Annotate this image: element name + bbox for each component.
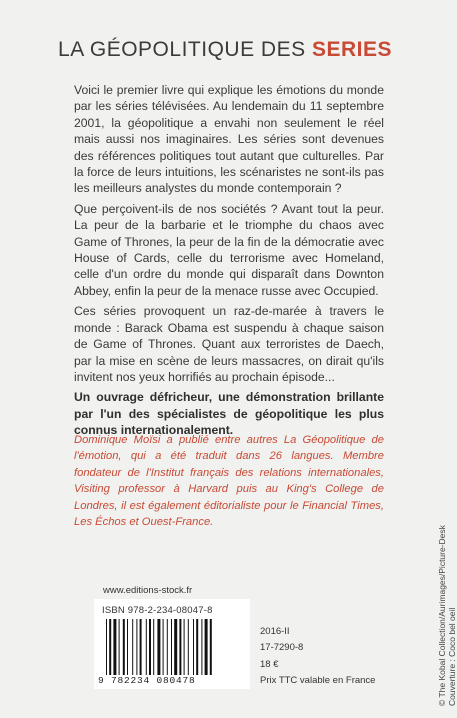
price-note: Prix TTC valable en France: [260, 675, 376, 687]
blurb-paragraph-2: Que perçoivent-ils de nos sociétés ? Avant tout la peur. La peur de la barbarie et le triomphe du chaos avec Game of Thrones, la peur de la fin de la démocratie avec House of Cards, celle du terrorisme avec Homeland, celle d'un ordre du monde qui disparaît dans Downton Abbey, enfin la peur de la menace russe avec Occupied.: [74, 201, 384, 298]
book-title: [0, 38, 450, 62]
catalog-code: 17-7290-8: [260, 642, 304, 654]
blurb-paragraph-3: Ces séries provoquent un raz-de-marée à travers le monde : Barack Obama est suspendu à chaque saison de Game of Thrones. Quant aux terroristes de Daech, par la mise en scène de leurs massacres, on dirait qu'ils invitent nos yeux horrifiés au prochain épisode...: [74, 304, 384, 384]
blurb-paragraph-1: Voici le premier livre qui explique les émotions du monde par les séries télévisées. Au lendemain du 11 septembre 2001, la géopolitique a envahi non seulement le réel mais aussi nos imaginaires. Les séries sont devenues des références politiques tout autant que culturelles. Par la force de leurs intuitions, les scénaristes ne sont-ils pas les meilleurs analystes du monde contemporain ?: [74, 83, 384, 196]
photo-credits: [437, 525, 457, 706]
price: 18 €: [260, 658, 279, 670]
photo-credit-line: © The Kobal Collection/Aurimages/Picture-Desk: [437, 525, 447, 706]
barcode-digits: 9 782234 080478: [98, 675, 196, 686]
blurb: [74, 82, 384, 443]
blurb-lead: Un ouvrage défricheur, une démonstration brillante par l'un des spécialistes de géopolitique les plus connus internationalement.: [74, 390, 384, 438]
publication-meta: [260, 624, 375, 690]
isbn-label: ISBN 978-2-234-08047-8: [102, 605, 213, 616]
publisher-website: www.editions-stock.fr: [103, 585, 193, 596]
cover-credit-line: Couverture : Coco bel oeil: [447, 607, 457, 706]
book-title-accent: SERIES: [311, 38, 392, 61]
barcode-image: [104, 619, 244, 675]
book-title-plain: LA GÉOPOLITIQUE DES: [58, 38, 306, 61]
barcode-panel: [94, 599, 250, 689]
author-bio: Dominique Moïsi a publié entre autres La Géopolitique de l'émotion, qui a été traduit dans 26 langues. Membre fondateur de l'Institut français des relations internationales, Visiting professor à Harvard puis au King's College de Londres, il est également éditorialiste pour le Financial Times, Les Échos et Ouest-France.: [74, 434, 384, 529]
edition-code: 2016-II: [260, 626, 290, 637]
